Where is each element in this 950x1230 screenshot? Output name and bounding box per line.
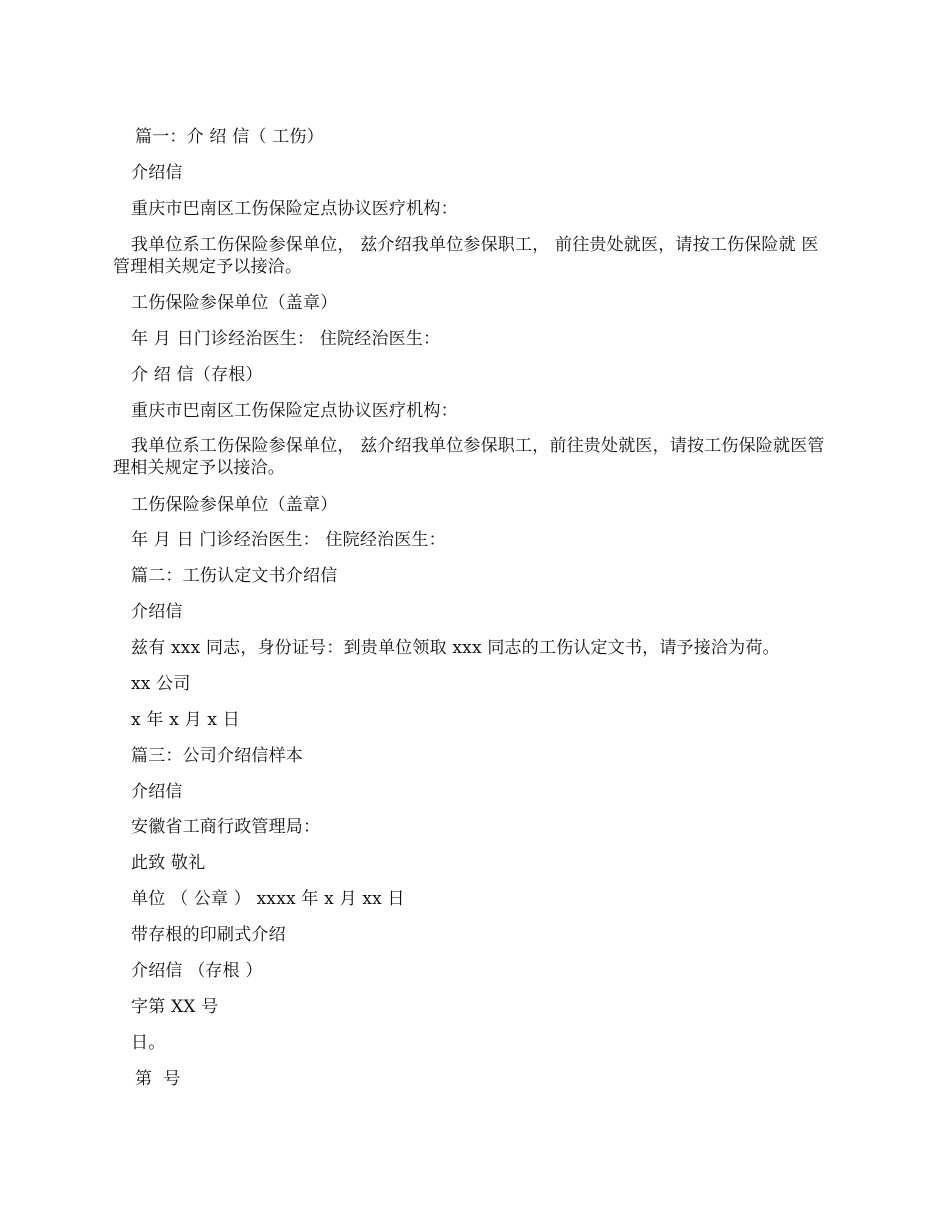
body-line: 兹有 xxx 同志，身份证号：到贵单位领取 xxx 同志的工伤认定文书，请予接洽为荷。 [131,638,780,658]
stub-title: 介绍信 （存根 ） [131,961,263,981]
letter-title: 介绍信 [131,782,183,802]
body-paragraph: 我单位系工伤保险参保单位， 兹介绍我单位参保职工， 前往贵处就医，请按工伤保险就 医管理相关规定予以接洽。 [113,235,819,277]
number-line: 字第 XX 号 [131,997,219,1017]
printed-form-line: 带存根的印刷式介绍 [131,925,286,945]
section-heading-2: 篇二：工伤认定文书介绍信 [131,566,338,586]
stamp-line: 工伤保险参保单位（盖章） [131,495,338,515]
letter-title: 介绍信 [131,602,183,622]
recipient-line: 重庆市巴南区工伤保险定点协议医疗机构： [131,401,458,421]
letter-title: 介绍信 [131,163,183,183]
closing-line: 此致 敬礼 [131,853,206,873]
body-paragraph: 我单位系工伤保险参保单位， 兹介绍我单位参保职工，前往贵处就医，请按工伤保险就医管理相关规定予以接洽。 [113,436,825,478]
recipient-line: 重庆市巴南区工伤保险定点协议医疗机构： [131,199,458,219]
stamp-line: 工伤保险参保单位（盖章） [131,293,338,313]
seal-date-line: 单位 （ 公章 ） xxxx 年 x 月 xx 日 [131,889,405,909]
day-line: 日。 [131,1033,166,1053]
section-heading-1: 篇一：介 绍 信（ 工伤） [135,127,324,147]
number-line: 第 号 [135,1069,184,1089]
section-heading-3: 篇三：公司介绍信样本 [131,746,303,766]
stub-title: 介 绍 信（存根） [131,365,263,385]
date-line: x 年 x 月 x 日 [131,710,240,730]
company-line: xx 公司 [131,674,191,694]
date-doctor-line: 年 月 日 门诊经治医生： 住院经治医生： [131,530,446,550]
recipient-line: 安徽省工商行政管理局： [131,817,321,837]
date-doctor-line: 年 月 日门诊经治医生： 住院经治医生： [131,329,441,349]
